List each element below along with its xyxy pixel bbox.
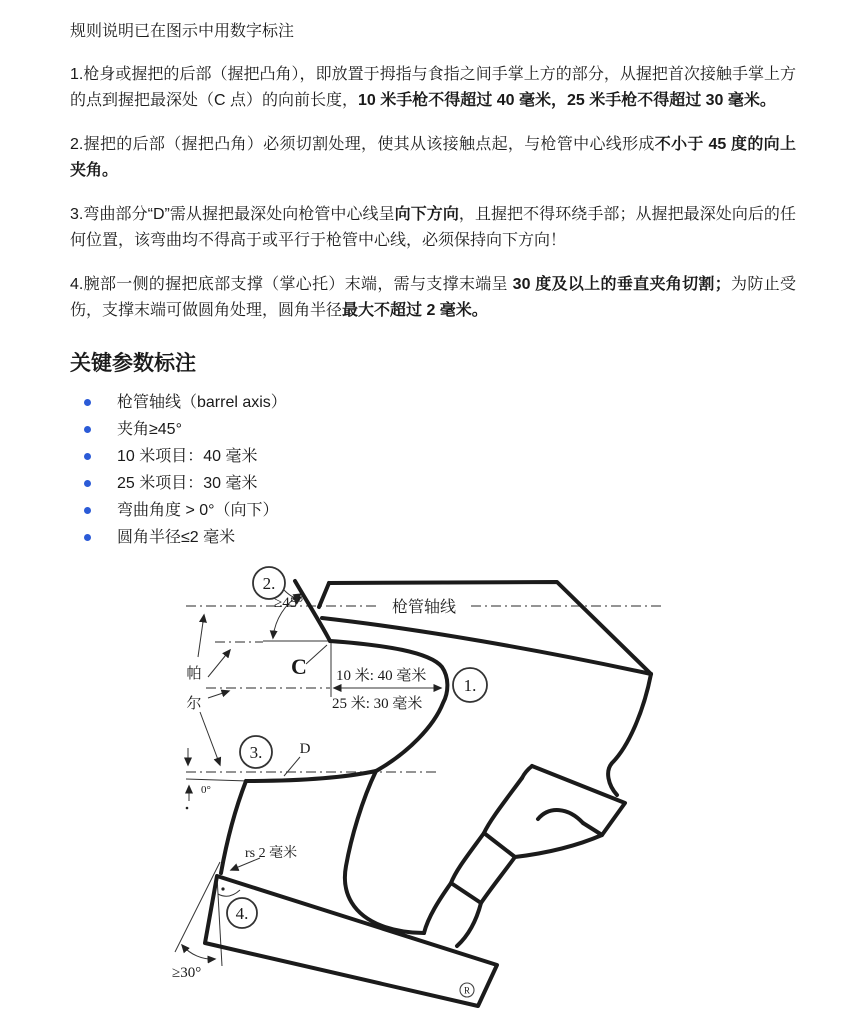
barrel-axis-label: 枪管轴线: [391, 599, 457, 616]
angle-30-label: ≥30°: [172, 965, 202, 981]
parallel-label-top: 帕: [186, 666, 202, 682]
rule-run: 2.握把的后部（握把凸角）必须切割处理，使其从该接触点起，与枪管中心线形成: [70, 136, 655, 153]
rule-paragraph: [70, 132, 796, 184]
key-param-text: 枪管轴线（barrel axis）: [117, 394, 287, 411]
rule-paragraph: [70, 202, 796, 254]
rule-bold-run: 向下方向: [394, 206, 459, 223]
key-param-item: [70, 497, 796, 524]
angle-45-label: ≥45°: [274, 595, 304, 611]
key-param-text: 弯曲角度 > 0°（向下）: [117, 502, 279, 519]
point-d-label: D: [299, 741, 311, 757]
key-param-item: [70, 416, 796, 443]
parallel-label-bottom: 尔: [186, 696, 202, 712]
bullet-icon: [84, 507, 91, 514]
marker-4-label: 4.: [235, 904, 249, 923]
rule-run: 4.腕部一侧的握把底部支撑（掌心托）末端，需与支撑末端呈: [70, 276, 513, 293]
bullet-icon: [84, 453, 91, 460]
text-column: [70, 0, 796, 551]
registered-mark: R: [463, 985, 471, 996]
grip-diagram-svg: [168, 560, 668, 1020]
diagram-labels: [172, 595, 474, 997]
rule-paragraph: [70, 62, 796, 114]
marker-3-label: 3.: [249, 743, 263, 762]
rule-bold-run: 最大不超过 2 毫米。: [342, 302, 488, 319]
angle-0-label: 0°: [201, 784, 211, 796]
key-param-text: 10 米项目：40 毫米: [117, 448, 258, 465]
pistol-outline: [205, 581, 651, 1006]
rule-bold-run: 10 米手枪不得超过 40 毫米，25 米手枪不得超过 30 毫米。: [358, 92, 776, 109]
key-params-list: [70, 389, 796, 551]
marker-1-label: 1.: [463, 676, 477, 695]
grip-diagram: [168, 560, 668, 1020]
bullet-icon: [84, 534, 91, 541]
rule-bold-run: 不小于 45 度的向上夹角。: [70, 136, 796, 179]
bullet-icon: [84, 399, 91, 406]
rule-bold-run: 30 度及以上的垂直夹角切割；: [512, 276, 731, 293]
key-param-text: 25 米项目：30 毫米: [117, 475, 258, 492]
bullet-icon: [84, 480, 91, 487]
rule-paragraph: [70, 272, 796, 324]
marker-2-label: 2.: [262, 574, 276, 593]
intro-line: 规则说明已在图示中用数字标注: [70, 23, 295, 40]
rule-run: 1.枪身或握把的后部（握把凸角），即放置于拇指与食指之间手掌上方的部分，从握把首次接触手掌上方的点到握把最深处（C 点）的向前长度，: [70, 66, 796, 109]
key-param-text: 夹角≥45°: [117, 421, 182, 438]
rule-run: 为防止受伤，支撑末端可做圆角处理，圆角半径: [70, 276, 796, 319]
bullet-icon: [84, 426, 91, 433]
dim-10m-label: 10 米: 40 毫米: [336, 668, 427, 684]
key-param-item: [70, 389, 796, 416]
radius-note-label: rs 2 毫米: [245, 846, 298, 861]
key-param-item: [70, 443, 796, 470]
rule-run: ，且握把不得环绕手部；从握把最深处向后的任何位置，该弯曲均不得高于或平行于枪管中心线，必须保持向下方向！: [70, 206, 796, 249]
rules-paragraphs: [70, 62, 796, 324]
key-param-item: [70, 470, 796, 497]
dim-25m-label: 25 米: 30 毫米: [332, 696, 423, 712]
key-param-item: [70, 524, 796, 551]
key-params-heading: 关键参数标注: [70, 352, 196, 375]
point-c-label: C: [291, 654, 307, 679]
rule-run: 3.弯曲部分“D”需从握把最深处向枪管中心线呈: [70, 206, 395, 223]
key-param-text: 圆角半径≤2 毫米: [117, 529, 236, 546]
